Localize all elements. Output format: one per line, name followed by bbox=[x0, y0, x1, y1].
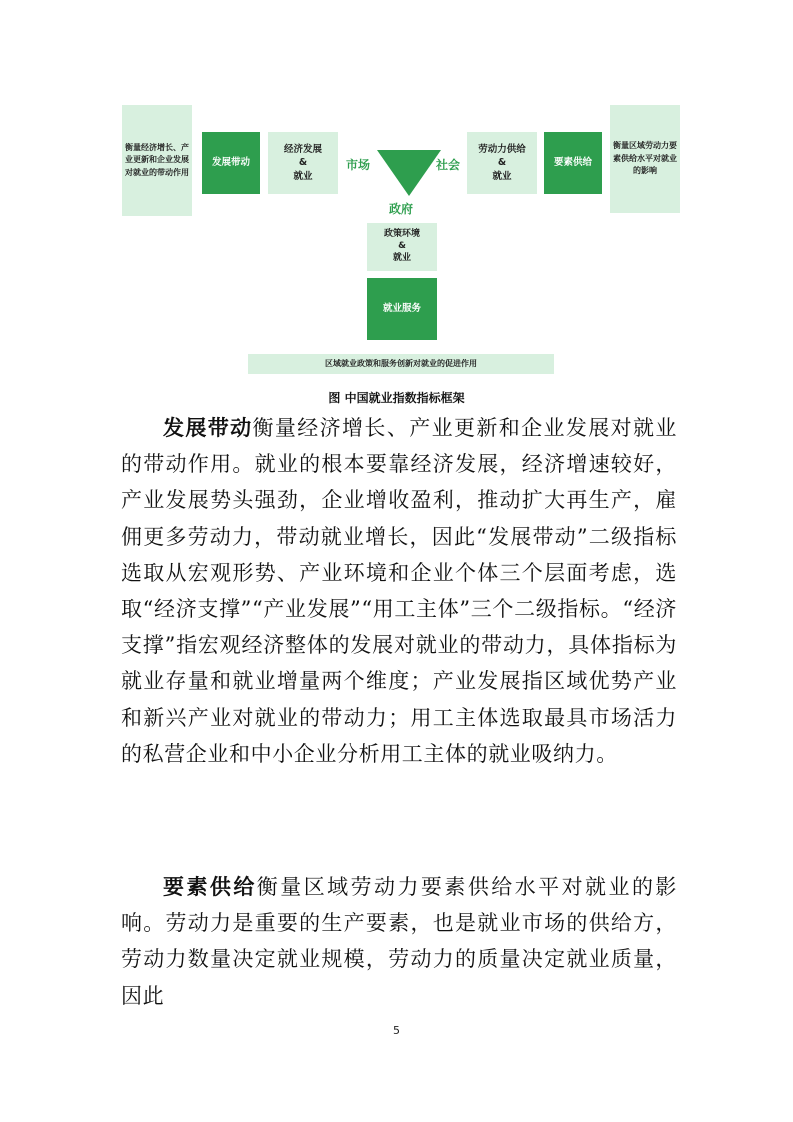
paragraph-factor-supply bbox=[121, 869, 677, 1014]
government-label: 政府 bbox=[389, 202, 414, 216]
paragraph-development-text: 衡量经济增长、产业更新和企业发展对就业的带动作用。就业的根本要靠经济发展，经济增速较好，产业发展势头强劲，企业增收盈利，推动扩大再生产，雇佣更多劳动力，带动就业增长，因此“发展带动”二级指标选取从宏观形势、产业环境和企业个体三个层面考虑，选取“经济支撑”“产业发展”“用工主体”三个二级指标。“经济支撑”指宏观经济整体的发展对就业的带动力，具体指标为就业存量和就业增量两个维度；产业发展指区域优势产业和新兴产业对就业的带动力；用工主体选取最具市场活力的私营企业和中小企业分析用工主体的就业吸纳力。 bbox=[121, 416, 677, 766]
paragraph-development-lead: 发展带动 bbox=[163, 416, 253, 440]
factor-supply-node bbox=[544, 132, 602, 194]
development-driving-label: 发展带动 bbox=[211, 156, 250, 168]
paragraph-factor-supply-lead: 要素供给 bbox=[163, 875, 257, 899]
right-description-box bbox=[610, 105, 680, 213]
bottom-description-text: 区域就业政策和服务创新对就业的促进作用 bbox=[325, 358, 477, 368]
bottom-description-bar bbox=[248, 354, 554, 374]
government-triangle bbox=[377, 148, 441, 198]
employment-services-node bbox=[367, 278, 437, 340]
society-label: 社会 bbox=[436, 158, 461, 172]
labor-supply-node bbox=[467, 132, 537, 194]
left-description-text: 衡量经济增长、产业更新和企业发展对就业的带动作用 bbox=[125, 142, 189, 177]
page-number: 5 bbox=[393, 1024, 400, 1037]
paragraph-factor-supply-text: 衡量区域劳动力要素供给水平对就业的影响。劳动力是重要的生产要素，也是就业市场的供给方，劳动力数量决定就业规模，劳动力的质量决定就业质量，因此 bbox=[121, 875, 677, 1008]
employment-services-label: 就业服务 bbox=[382, 302, 421, 314]
factor-supply-label: 要素供给 bbox=[553, 156, 592, 168]
paragraph-development bbox=[121, 410, 677, 772]
development-driving-node bbox=[202, 132, 260, 194]
labor-supply-label: 劳动力供给 & 就业 bbox=[478, 144, 526, 182]
policy-environment-node bbox=[367, 223, 437, 271]
economy-employment-node bbox=[268, 132, 338, 194]
figure-caption: 图 中国就业指数指标框架 bbox=[328, 391, 465, 405]
right-description-text: 衡量区域劳动力要素供给水平对就业的影响 bbox=[613, 141, 677, 176]
policy-environment-label: 政策环境 & 就业 bbox=[383, 229, 420, 263]
market-label: 市场 bbox=[346, 158, 371, 172]
left-description-box bbox=[122, 105, 192, 216]
economy-employment-label: 经济发展 & 就业 bbox=[283, 144, 322, 182]
